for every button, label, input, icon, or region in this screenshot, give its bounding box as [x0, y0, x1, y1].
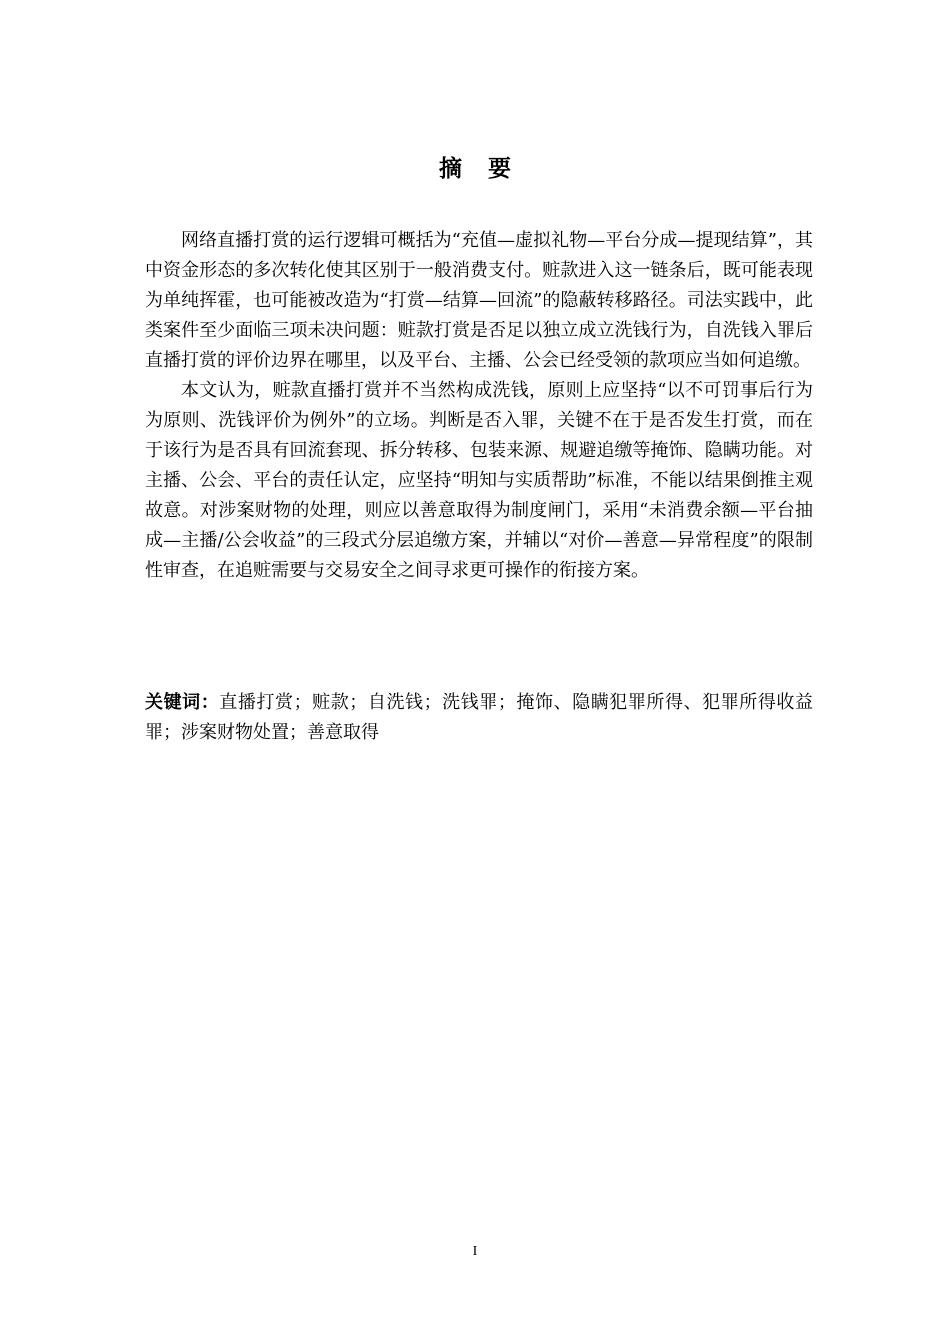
keywords-line	[145, 688, 813, 748]
keywords-label: 关键词：	[145, 692, 220, 713]
keywords-text: 直播打赏；赃款；自洗钱；洗钱罪；掩饰、隐瞒犯罪所得、犯罪所得收益罪；涉案财物处置；善意取得	[145, 692, 814, 743]
abstract-paragraph-2: 本文认为，赃款直播打赏并不当然构成洗钱，原则上应坚持“以不可罚事后行为为原则、洗钱评价为例外”的立场。判断是否入罪，关键不在于是否发生打赏，而在于该行为是否具有回流套现、拆分转移、包装来源、规避追缴等掩饰、隐瞒功能。对主播、公会、平台的责任认定，应坚持“明知与实质帮助”标准，不能以结果倒推主观故意。对涉案财物的处理，则应以善意取得为制度闸门，采用“未消费余额—平台抽成—主播/公会收益”的三段式分层追缴方案，并辅以“对价—善意—异常程度”的限制性审查，在追赃需要与交易安全之间寻求更可操作的衔接方案。	[145, 380, 813, 581]
page-number: I	[472, 1244, 478, 1259]
title-char-1: 摘	[439, 156, 462, 182]
title-char-2: 要	[488, 156, 511, 182]
abstract-paragraph-1: 网络直播打赏的运行逻辑可概括为“充值—虚拟礼物—平台分成—提现结算”，其中资金形态的多次转化使其区别于一般消费支付。赃款进入这一链条后，既可能表现为单纯挥霍，也可能被改造为“打赏—结算—回流”的隐蔽转移路径。司法实践中，此类案件至少面临三项未决问题：赃款打赏是否足以独立成立洗钱行为，自洗钱入罪后直播打赏的评价边界在哪里，以及平台、主播、公会已经受领的款项应当如何追缴。	[145, 230, 813, 371]
abstract-body	[145, 226, 813, 586]
page-title	[0, 150, 950, 183]
